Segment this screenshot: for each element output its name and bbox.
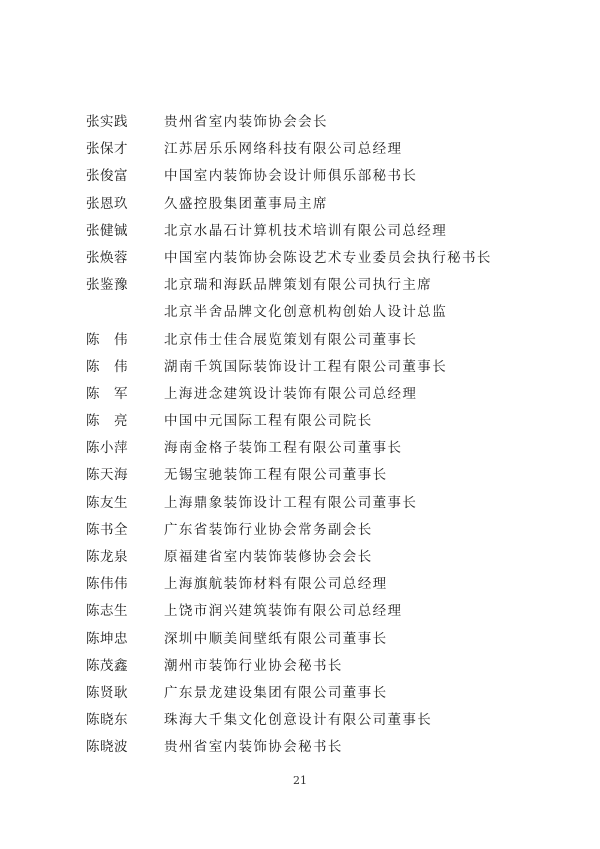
member-name: 陈书全 — [86, 521, 128, 538]
list-item — [86, 435, 546, 462]
member-name: 陈友生 — [86, 494, 128, 511]
member-name: 陈 亮 — [86, 413, 128, 430]
list-item — [86, 517, 546, 544]
list-item — [86, 544, 546, 571]
list-item — [86, 653, 546, 680]
member-name: 陈贤耿 — [86, 684, 128, 701]
list-item — [86, 245, 546, 272]
page-number: 21 — [293, 774, 307, 787]
member-organization: 江苏居乐乐网络科技有限公司总经理 — [164, 141, 403, 158]
member-organization: 湖南千筑国际装饰设计工程有限公司董事长 — [164, 358, 448, 375]
member-name: 陈龙泉 — [86, 549, 128, 565]
list-item — [86, 598, 546, 625]
list-item — [86, 354, 546, 381]
member-name: 张鉴豫 — [86, 277, 128, 294]
member-name: 陈小萍 — [86, 440, 128, 457]
list-item — [86, 327, 546, 354]
member-organization: 原福建省室内装饰装修协会会长 — [164, 549, 373, 565]
member-name: 张俊富 — [86, 168, 128, 185]
member-name: 陈 伟 — [86, 331, 128, 348]
member-name: 张实践 — [86, 114, 128, 130]
member-name: 陈伟伟 — [86, 576, 128, 593]
member-organization: 上海进念建筑设计装饰有限公司总经理 — [164, 385, 418, 402]
list-item — [86, 381, 546, 408]
member-name: 陈坤忠 — [86, 630, 128, 647]
member-organization: 广东景龙建设集团有限公司董事长 — [164, 684, 388, 701]
member-organization: 北京水晶石计算机技术培训有限公司总经理 — [164, 222, 448, 239]
list-item — [86, 571, 546, 598]
member-organization: 无锡宝驰装饰工程有限公司董事长 — [164, 467, 388, 484]
list-item — [86, 462, 546, 489]
list-item — [86, 272, 546, 299]
member-name: 陈 军 — [86, 385, 128, 402]
member-organization: 久盛控股集团董事局主席 — [164, 195, 328, 212]
list-item — [86, 626, 546, 653]
list-item — [86, 680, 546, 707]
member-organization: 珠海大千集文化创意设计有限公司董事长 — [164, 712, 433, 729]
list-item — [86, 707, 546, 734]
member-organization: 贵州省室内装饰协会秘书长 — [164, 739, 343, 756]
member-list — [86, 109, 546, 762]
member-organization: 中国室内装饰协会设计师俱乐部秘书长 — [164, 168, 418, 185]
member-organization: 海南金格子装饰工程有限公司董事长 — [164, 440, 403, 457]
list-item — [86, 218, 546, 245]
member-organization: 潮州市装饰行业协会秘书长 — [164, 657, 343, 674]
member-organization: 中国中元国际工程有限公司院长 — [164, 413, 373, 430]
member-organization: 贵州省室内装饰协会会长 — [164, 114, 328, 130]
member-organization: 深圳中顺美间壁纸有限公司董事长 — [164, 630, 388, 647]
member-organization: 北京伟士佳合展览策划有限公司董事长 — [164, 331, 418, 348]
member-name: 陈晓波 — [86, 739, 128, 756]
member-name: 陈晓东 — [86, 712, 128, 729]
member-name: 张恩玖 — [86, 195, 128, 212]
list-item — [86, 191, 546, 218]
list-item — [86, 408, 546, 435]
member-organization: 上海旗航装饰材料有限公司总经理 — [164, 576, 388, 593]
member-organization: 上海鼎象装饰设计工程有限公司董事长 — [164, 494, 418, 511]
list-item — [86, 163, 546, 190]
member-organization: 广东省装饰行业协会常务副会长 — [164, 521, 373, 538]
member-organization: 中国室内装饰协会陈设艺术专业委员会执行秘书长 — [164, 249, 492, 266]
member-name: 张焕蓉 — [86, 249, 128, 266]
member-organization: 北京瑞和海跃品牌策划有限公司执行主席 — [164, 277, 433, 294]
member-organization: 上饶市润兴建筑装饰有限公司总经理 — [164, 603, 403, 620]
list-item — [86, 490, 546, 517]
member-name: 张保才 — [86, 141, 128, 158]
list-item — [86, 109, 546, 136]
list-item — [86, 136, 546, 163]
list-item — [86, 734, 546, 761]
member-name: 陈志生 — [86, 603, 128, 620]
member-name: 陈 伟 — [86, 358, 128, 375]
member-name: 陈天海 — [86, 467, 128, 484]
member-organization: 北京半舍品牌文化创意机构创始人设计总监 — [164, 304, 448, 321]
member-name: 陈茂鑫 — [86, 657, 128, 674]
member-name: 张健铖 — [86, 222, 128, 239]
list-item — [86, 299, 546, 326]
